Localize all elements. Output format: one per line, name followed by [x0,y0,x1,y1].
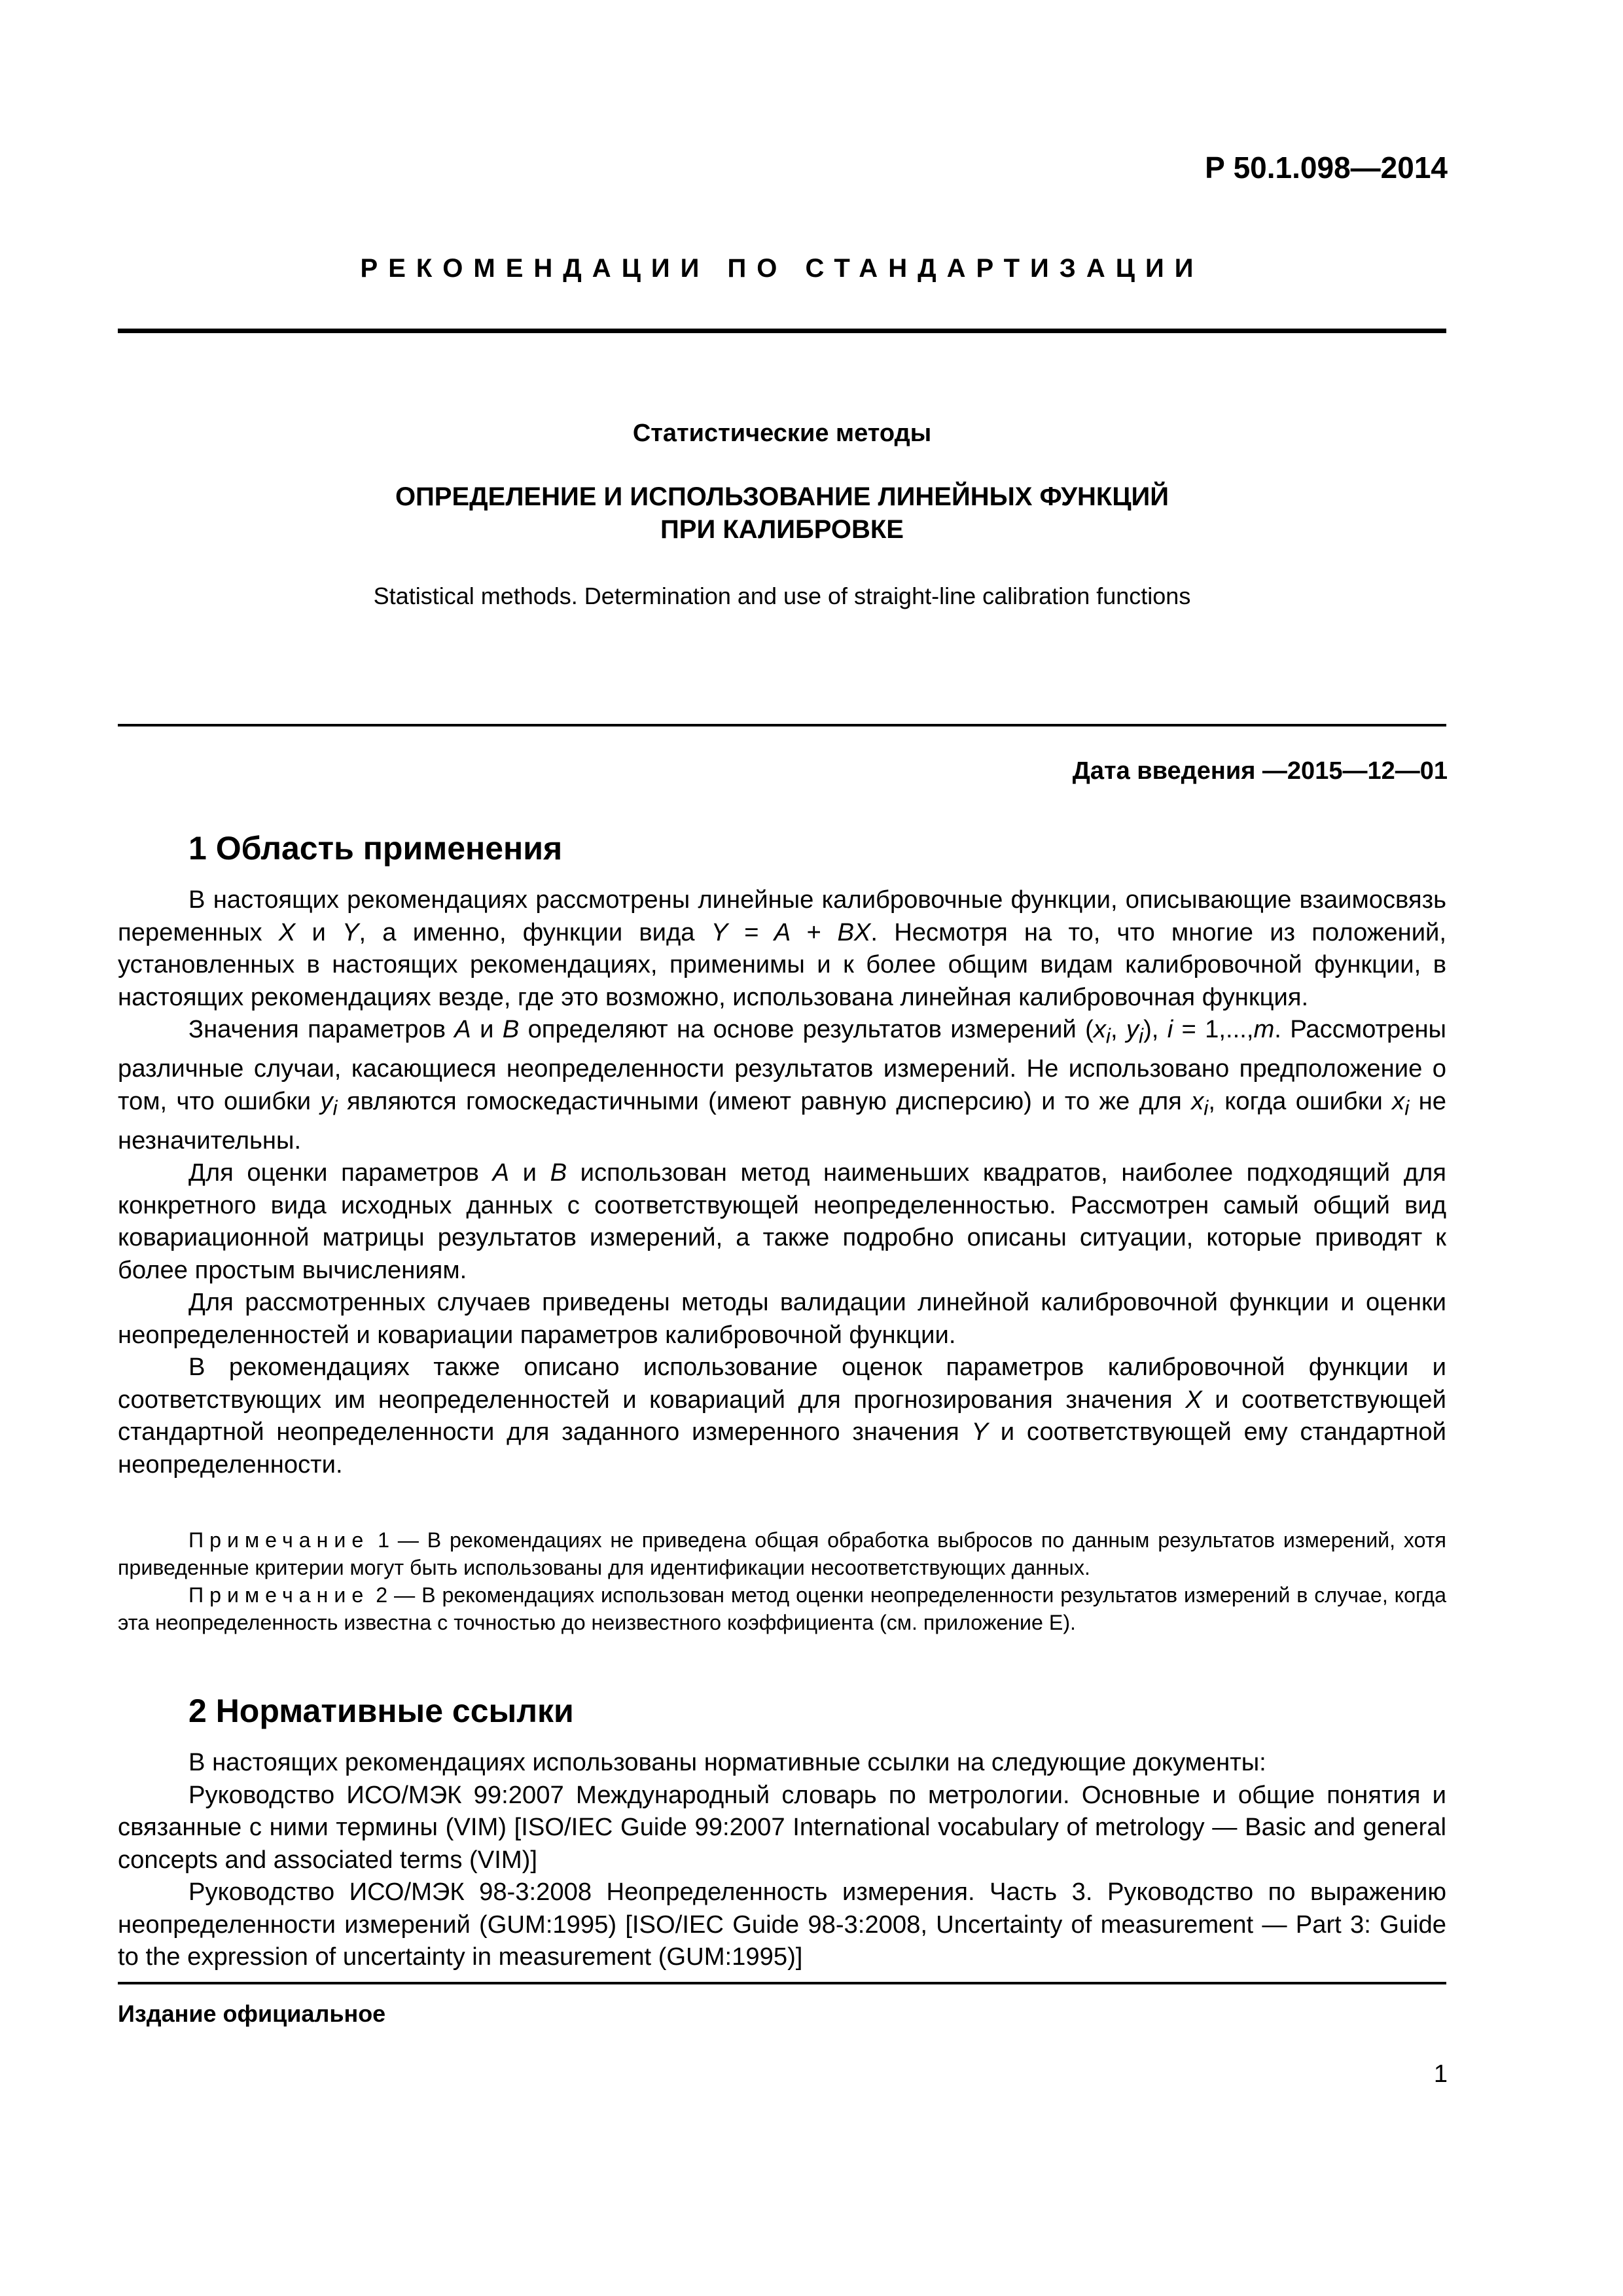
footer-rule [118,1982,1446,1984]
note-2: Примечание 2 — В рекомендациях использован метод оценки неопределенности результатов измерений в случае, когда эта неопределенность известна с точностью до неизвестного коэффициента (см. приложение Е). [118,1583,1446,1634]
introduction-date: Дата введения —2015—12—01 [1072,757,1448,785]
header-rule [118,329,1446,333]
section-2-heading: 2 Нормативные ссылки [188,1693,574,1729]
title-line-2: ПРИ КАЛИБРОВКЕ [660,515,904,544]
english-title: Statistical methods. Determination and use of straight-line calibration functions [373,583,1191,609]
section-1-notes [118,1526,1446,1636]
document-subtitle: Статистические методы [632,420,932,447]
paragraph: Для оценки параметров A и B использован метод наименьших квадратов, наиболее подходящий для конкретного вида исходных данных с соответствующей неопределенностью. Рассмотрен самый общий вид ковариационной матрицы результатов измерений, а также подробно описаны ситуации, которые приводят к более простым вычислениям. [118,1158,1446,1284]
paragraph: Для рассмотренных случаев приведены методы валидации линейной калибровочной функции и оценки неопределенностей и ковариации параметров калибровочной функции. [118,1288,1446,1349]
title-line-1: ОПРЕДЕЛЕНИЕ И ИСПОЛЬЗОВАНИЕ ЛИНЕЙНЫХ ФУНКЦИЙ [395,482,1169,511]
paragraph: В рекомендациях также описано использование оценок параметров калибровочной функции и соответствующих им неопределенностей и ковариаций для прогнозирования значения X и соответствующей стандартной неопределенности для заданного измеренного значения Y и соответствующей ему стандартной неопределенности. [118,1353,1447,1479]
document-series: РЕКОМЕНДАЦИИ ПО СТАНДАРТИЗАЦИИ [360,254,1204,283]
page-number: 1 [1433,2060,1448,2088]
section-2-body [118,1746,1446,1973]
paragraph: Руководство ИСО/МЭК 99:2007 Международный словарь по метрологии. Основные и общие понятия и связанные с ними термины (VIM) [ISO/IEC Guide 99:2007 International vocabulary of metrology — Basic and general concepts and associated terms (VIM)] [118,1780,1446,1874]
official-edition-label: Издание официальное [118,2000,386,2027]
note-1: Примечание 1 — В рекомендациях не приведена общая обработка выбросов по данным результатов измерений, хотя приведенные критерии могут быть использованы для идентификации несоответствующих данных. [118,1528,1446,1579]
paragraph: В настоящих рекомендациях рассмотрены линейные калибровочные функции, описывающие взаимосвязь переменных X и Y, а именно, функции вида Y = A + BX. Несмотря на то, что многие из положений, установленных в настоящих рекомендациях, применимы и к более общим видам калибровочной функции, в настоящих рекомендациях везде, где это возможно, использована линейная калибровочная функция. [118,886,1446,1011]
document-title [118,480,1446,546]
paragraph: Значения параметров A и B определяют на основе результатов измерений ($x_i$, $y_i$), i = 1,...,m. Рассмотрены различные случаи, касающиеся неопределенности результатов измерений. Не использовано предположение о том, что ошибки $y_i$ являются гомоскедастичными (имеют равную дисперсию) и то же для $x_i$, когда ошибки $x_i$ не незначительны. [118,1015,1446,1155]
title-rule [118,724,1446,726]
document-code: Р 50.1.098—2014 [1205,151,1448,185]
paragraph: В настоящих рекомендациях использованы нормативные ссылки на следующие документы: [188,1748,1266,1776]
paragraph: Руководство ИСО/МЭК 98-3:2008 Неопределенность измерения. Часть 3. Руководство по выражению неопределенности измерений (GUM:1995) [ISO/IEC Guide 98-3:2008, Uncertainty of measurement — Part 3: Guide to the expression of uncertainty in measurement (GUM:1995)] [118,1878,1446,1971]
section-1-heading: 1 Область применения [188,830,563,867]
section-1-body [118,884,1446,1480]
